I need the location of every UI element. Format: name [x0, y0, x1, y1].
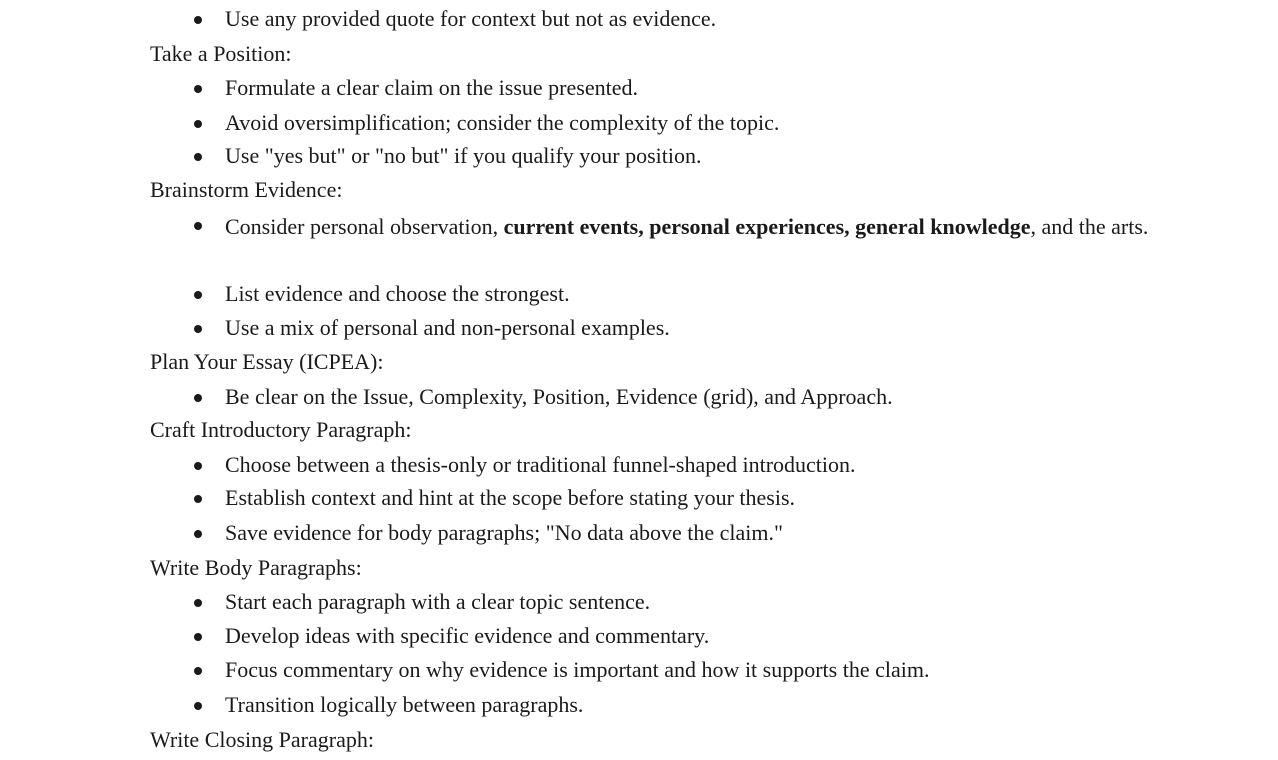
bullet-icon: [194, 120, 202, 128]
list-item: Use a mix of personal and non-personal examples.: [225, 315, 670, 340]
list-item: Formulate a clear claim on the issue presented.: [225, 75, 638, 100]
list-item-text: Consider personal observation,: [225, 214, 504, 239]
bullet-icon: [194, 85, 202, 93]
list-item: Establish context and hint at the scope before stating your thesis.: [225, 485, 796, 510]
list-item: Use "yes but" or "no but" if you qualify your position.: [225, 143, 702, 168]
list-item: Choose between a thesis-only or traditional funnel-shaped introduction.: [225, 452, 856, 477]
bullet-icon: [194, 153, 202, 161]
bullet-icon: [194, 702, 202, 710]
bullet-icon: [194, 667, 202, 675]
section-heading: Craft Introductory Paragraph:: [150, 417, 412, 442]
bullet-icon: [194, 462, 202, 470]
list-item: Be clear on the Issue, Complexity, Position, Evidence (grid), and Approach.: [225, 384, 893, 409]
list-item: Use any provided quote for context but not as evidence.: [225, 6, 717, 31]
bullet-icon: [194, 325, 202, 333]
section-heading: Take a Position:: [150, 41, 292, 66]
list-item-text: , and the arts.: [1030, 214, 1149, 239]
list-item: Develop ideas with specific evidence and commentary.: [225, 623, 710, 648]
bullet-icon: [194, 394, 202, 402]
bullet-icon: [194, 222, 202, 230]
list-item: Start each paragraph with a clear topic sentence.: [225, 589, 651, 614]
list-item: Save evidence for body paragraphs; "No data above the claim.": [225, 520, 783, 545]
bullet-icon: [194, 291, 202, 299]
list-item: Focus commentary on why evidence is important and how it supports the claim.: [225, 657, 930, 682]
bullet-icon: [194, 530, 202, 538]
section-heading: Write Closing Paragraph:: [150, 727, 374, 752]
bullet-icon: [194, 599, 202, 607]
section-heading: Write Body Paragraphs:: [150, 555, 362, 580]
section-heading: Plan Your Essay (ICPEA):: [150, 349, 384, 374]
bullet-icon: [194, 16, 202, 24]
list-item-bold-text: current events, personal experiences, general knowledge: [503, 214, 1031, 239]
section-heading: Brainstorm Evidence:: [150, 177, 343, 202]
bullet-icon: [194, 633, 202, 641]
list-item: Transition logically between paragraphs.: [225, 692, 584, 717]
list-item: List evidence and choose the strongest.: [225, 281, 570, 306]
list-item: Avoid oversimplification; consider the complexity of the topic.: [225, 110, 780, 135]
list-item: [225, 210, 1205, 244]
bullet-icon: [194, 495, 202, 503]
